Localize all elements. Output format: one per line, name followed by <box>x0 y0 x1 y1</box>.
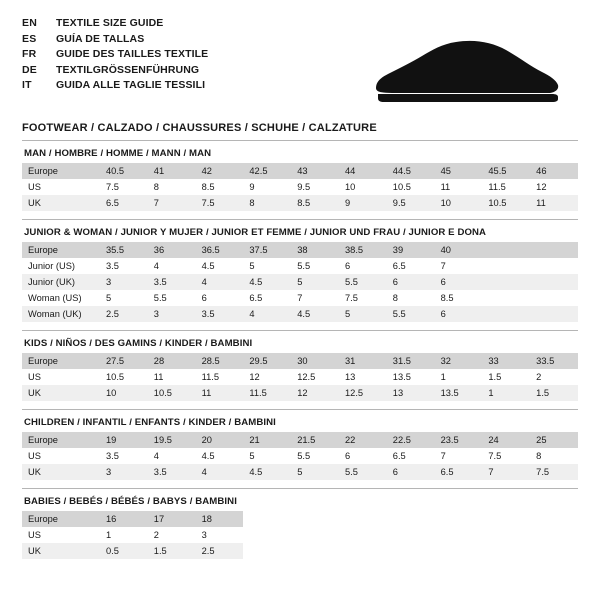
cell: 12 <box>536 182 547 192</box>
table-row <box>22 369 578 385</box>
row-label: Europe <box>22 432 100 448</box>
row-label: US <box>28 182 41 192</box>
table-row <box>22 511 578 527</box>
table-row <box>22 290 578 306</box>
cell: 13 <box>344 372 356 382</box>
cell: 8.5 <box>291 195 339 211</box>
cell: 35.5 <box>100 242 148 258</box>
cell: 42 <box>196 163 244 179</box>
cell: 1 <box>440 372 446 382</box>
cell: 7.5 <box>106 182 119 192</box>
cell: 19.5 <box>148 432 196 448</box>
cell: 43 <box>291 163 339 179</box>
cell: 1.5 <box>488 372 502 382</box>
cell: 5 <box>106 293 112 303</box>
cell: 22 <box>339 432 387 448</box>
table-row <box>22 527 578 543</box>
row-label: UK <box>22 385 100 401</box>
cell: 12.5 <box>297 372 316 382</box>
section-children <box>22 410 578 480</box>
cell: 5.5 <box>297 261 311 271</box>
cell: 46 <box>530 163 578 179</box>
cell <box>243 527 291 543</box>
row-label: US <box>28 451 41 461</box>
cell: 5.5 <box>153 293 167 303</box>
cell: 4 <box>153 261 159 271</box>
cell <box>339 543 387 559</box>
row-label: US <box>28 530 41 540</box>
row-label: Woman (US) <box>28 293 82 303</box>
cell: 5 <box>291 464 339 480</box>
cell <box>387 527 435 543</box>
size-table-man <box>22 163 578 211</box>
cell: 29.5 <box>243 353 291 369</box>
cell: 3.5 <box>196 306 244 322</box>
language-title: TEXTILE SIZE GUIDE <box>56 17 164 29</box>
cell: 8.5 <box>201 182 215 192</box>
row-label: Europe <box>22 511 100 527</box>
cell: 8 <box>153 182 159 192</box>
cell: 23.5 <box>435 432 483 448</box>
cell: 36 <box>148 242 196 258</box>
cell: 38 <box>291 242 339 258</box>
cell: 4.5 <box>243 464 291 480</box>
cell: 5.5 <box>387 306 435 322</box>
cell: 7 <box>440 451 446 461</box>
cell: 18 <box>196 511 244 527</box>
cell: 11 <box>153 372 164 382</box>
cell: 8 <box>243 195 291 211</box>
cell: 7 <box>148 195 196 211</box>
cell: 25 <box>530 432 578 448</box>
cell: 7 <box>482 464 530 480</box>
cell: 6 <box>344 261 351 271</box>
cell: 2.5 <box>196 543 244 559</box>
cell: 42.5 <box>243 163 291 179</box>
cell: 1.5 <box>148 543 196 559</box>
size-table-children <box>22 432 578 480</box>
cell <box>435 511 483 527</box>
cell: 11.5 <box>488 182 506 192</box>
cell: 3 <box>201 530 207 540</box>
cell: 11 <box>196 385 244 401</box>
cell: 8 <box>392 293 398 303</box>
cell <box>530 258 578 274</box>
size-table-junior-woman <box>22 242 578 322</box>
cell: 10 <box>435 195 483 211</box>
size-table-babies <box>22 511 578 559</box>
cell: 10 <box>100 385 148 401</box>
section-babies <box>22 489 578 559</box>
cell: 4 <box>153 451 159 461</box>
row-label: US <box>28 372 41 382</box>
cell <box>530 290 578 306</box>
cell: 7.5 <box>344 293 358 303</box>
cell: 2 <box>153 530 159 540</box>
cell: 1.5 <box>530 385 578 401</box>
dress-shoe-icon <box>370 36 560 108</box>
cell: 24 <box>482 432 530 448</box>
cell: 3 <box>148 306 196 322</box>
cell: 37.5 <box>243 242 291 258</box>
cell: 16 <box>100 511 148 527</box>
row-label: Europe <box>22 353 100 369</box>
cell: 6 <box>201 293 207 303</box>
cell: 4.5 <box>201 261 215 271</box>
row-label: UK <box>22 195 100 211</box>
cell <box>530 511 578 527</box>
cell: 28 <box>148 353 196 369</box>
cell: 4 <box>243 306 291 322</box>
cell: 44 <box>339 163 387 179</box>
section-title-kids: KIDS / NIÑOS / DES GAMINS / KINDER / BAMBINI <box>24 338 253 349</box>
cell: 10.5 <box>392 182 411 192</box>
cell <box>482 290 530 306</box>
cell: 6 <box>387 274 435 290</box>
cell: 9 <box>339 195 387 211</box>
row-label: Woman (UK) <box>22 306 100 322</box>
cell <box>482 527 530 543</box>
cell: 2 <box>536 372 542 382</box>
language-title: GUIDA ALLE TAGLIE TESSILI <box>56 79 206 91</box>
section-title-junior-woman: JUNIOR & WOMAN / JUNIOR Y MUJER / JUNIOR ET FEMME / JUNIOR UND FRAU / JUNIOR E DONA <box>24 227 487 238</box>
cell: 3 <box>100 464 148 480</box>
cell <box>482 274 530 290</box>
cell: 0.5 <box>100 543 148 559</box>
language-code: FR <box>22 48 37 60</box>
cell: 5.5 <box>297 451 311 461</box>
cell: 4.5 <box>201 451 215 461</box>
table-row <box>22 464 578 480</box>
cell: 10.5 <box>106 372 125 382</box>
cell <box>339 527 387 543</box>
cell: 5.5 <box>339 464 387 480</box>
cell: 13.5 <box>435 385 483 401</box>
cell: 31 <box>339 353 387 369</box>
cell: 12.5 <box>339 385 387 401</box>
cell: 4.5 <box>291 306 339 322</box>
cell: 7.5 <box>530 464 578 480</box>
size-table-kids <box>22 353 578 401</box>
cell: 2.5 <box>100 306 148 322</box>
language-code: IT <box>22 79 32 91</box>
cell: 27.5 <box>100 353 148 369</box>
cell: 7.5 <box>488 451 502 461</box>
cell: 1 <box>482 385 530 401</box>
cell: 9 <box>249 182 255 192</box>
language-code: ES <box>22 32 37 45</box>
row-label: Europe <box>22 242 100 258</box>
cell: 13 <box>387 385 435 401</box>
section-man <box>22 141 578 211</box>
table-row <box>22 306 578 322</box>
cell: 4 <box>196 464 244 480</box>
section-title-man: MAN / HOMBRE / HOMME / MANN / MAN <box>24 148 212 159</box>
cell: 31.5 <box>387 353 435 369</box>
cell: 40 <box>435 242 483 258</box>
row-label: UK <box>22 464 100 480</box>
cell: 11 <box>530 195 578 211</box>
table-row <box>22 258 578 274</box>
cell <box>291 511 339 527</box>
cell <box>291 527 339 543</box>
cell: 9.5 <box>387 195 435 211</box>
cell <box>243 511 291 527</box>
cell: 10 <box>344 182 356 192</box>
cell: 39 <box>387 242 435 258</box>
cell: 7.5 <box>196 195 244 211</box>
cell: 10.5 <box>482 195 530 211</box>
table-row <box>22 242 578 258</box>
category-title: FOOTWEAR / CALZADO / CHAUSSURES / SCHUHE / CALZATURE <box>22 122 377 134</box>
page-header <box>22 16 578 108</box>
section-kids <box>22 331 578 401</box>
cell <box>530 274 578 290</box>
cell <box>482 306 530 322</box>
cell: 3.5 <box>148 274 196 290</box>
row-label: Junior (US) <box>28 261 76 271</box>
cell: 5 <box>249 451 255 461</box>
cell: 11.5 <box>201 372 219 382</box>
cell: 8.5 <box>440 293 454 303</box>
cell <box>530 242 578 258</box>
cell: 6.5 <box>392 451 406 461</box>
cell: 8 <box>536 451 542 461</box>
table-row <box>22 432 578 448</box>
cell: 6 <box>344 451 351 461</box>
cell: 6 <box>387 464 435 480</box>
cell <box>530 543 578 559</box>
cell: 6.5 <box>435 464 483 480</box>
cell: 33 <box>482 353 530 369</box>
cell: 3 <box>100 274 148 290</box>
cell <box>387 511 435 527</box>
cell: 12 <box>249 372 260 382</box>
section-title-babies: BABIES / BEBÉS / BÉBÉS / BABYS / BAMBINI <box>24 496 237 507</box>
row-label: Europe <box>22 163 100 179</box>
cell: 41 <box>148 163 196 179</box>
table-row <box>22 543 578 559</box>
language-code: DE <box>22 63 37 76</box>
cell <box>339 511 387 527</box>
cell <box>482 258 530 274</box>
cell <box>435 543 483 559</box>
cell: 20 <box>196 432 244 448</box>
cell: 6.5 <box>392 261 406 271</box>
cell: 5 <box>291 274 339 290</box>
language-code: EN <box>22 17 37 29</box>
table-row <box>22 179 578 195</box>
cell <box>530 527 578 543</box>
cell: 6.5 <box>249 293 263 303</box>
cell: 28.5 <box>196 353 244 369</box>
table-row <box>22 163 578 179</box>
cell: 32 <box>435 353 483 369</box>
cell: 10.5 <box>148 385 196 401</box>
table-row <box>22 385 578 401</box>
cell: 45 <box>435 163 483 179</box>
language-title: TEXTILGRÖSSENFÜHRUNG <box>56 63 200 76</box>
cell: 5.5 <box>339 274 387 290</box>
cell: 6 <box>435 274 483 290</box>
cell <box>482 511 530 527</box>
cell: 17 <box>148 511 196 527</box>
cell: 4 <box>196 274 244 290</box>
cell: 21 <box>243 432 291 448</box>
table-row <box>22 353 578 369</box>
cell: 44.5 <box>387 163 435 179</box>
cell: 33.5 <box>530 353 578 369</box>
section-junior-woman <box>22 220 578 322</box>
cell: 3.5 <box>148 464 196 480</box>
language-title: GUIDE DES TAILLES TEXTILE <box>56 48 209 60</box>
cell: 6 <box>435 306 483 322</box>
cell: 45.5 <box>482 163 530 179</box>
row-label: UK <box>22 543 100 559</box>
cell: 5 <box>339 306 387 322</box>
cell: 5 <box>249 261 255 271</box>
cell: 9.5 <box>297 182 311 192</box>
language-row <box>22 16 578 32</box>
cell <box>482 543 530 559</box>
cell: 4.5 <box>243 274 291 290</box>
cell: 40.5 <box>100 163 148 179</box>
cell <box>387 543 435 559</box>
cell: 19 <box>100 432 148 448</box>
cell: 3.5 <box>106 261 119 271</box>
cell: 1 <box>106 530 112 540</box>
cell: 7 <box>297 293 303 303</box>
cell: 12 <box>291 385 339 401</box>
cell: 11 <box>440 182 451 192</box>
cell <box>530 306 578 322</box>
cell <box>243 543 291 559</box>
table-row <box>22 448 578 464</box>
cell: 36.5 <box>196 242 244 258</box>
cell <box>291 543 339 559</box>
cell <box>482 242 530 258</box>
table-row <box>22 195 578 211</box>
cell: 22.5 <box>387 432 435 448</box>
cell: 6.5 <box>100 195 148 211</box>
cell: 11.5 <box>243 385 291 401</box>
cell: 38.5 <box>339 242 387 258</box>
cell: 13.5 <box>392 372 411 382</box>
cell: 3.5 <box>106 451 119 461</box>
cell <box>435 527 483 543</box>
row-label: Junior (UK) <box>22 274 100 290</box>
table-row <box>22 274 578 290</box>
cell: 21.5 <box>291 432 339 448</box>
section-title-children: CHILDREN / INFANTIL / ENFANTS / KINDER / BAMBINI <box>24 417 276 428</box>
cell: 7 <box>440 261 446 271</box>
language-title: GUÍA DE TALLAS <box>56 32 145 45</box>
cell: 30 <box>291 353 339 369</box>
